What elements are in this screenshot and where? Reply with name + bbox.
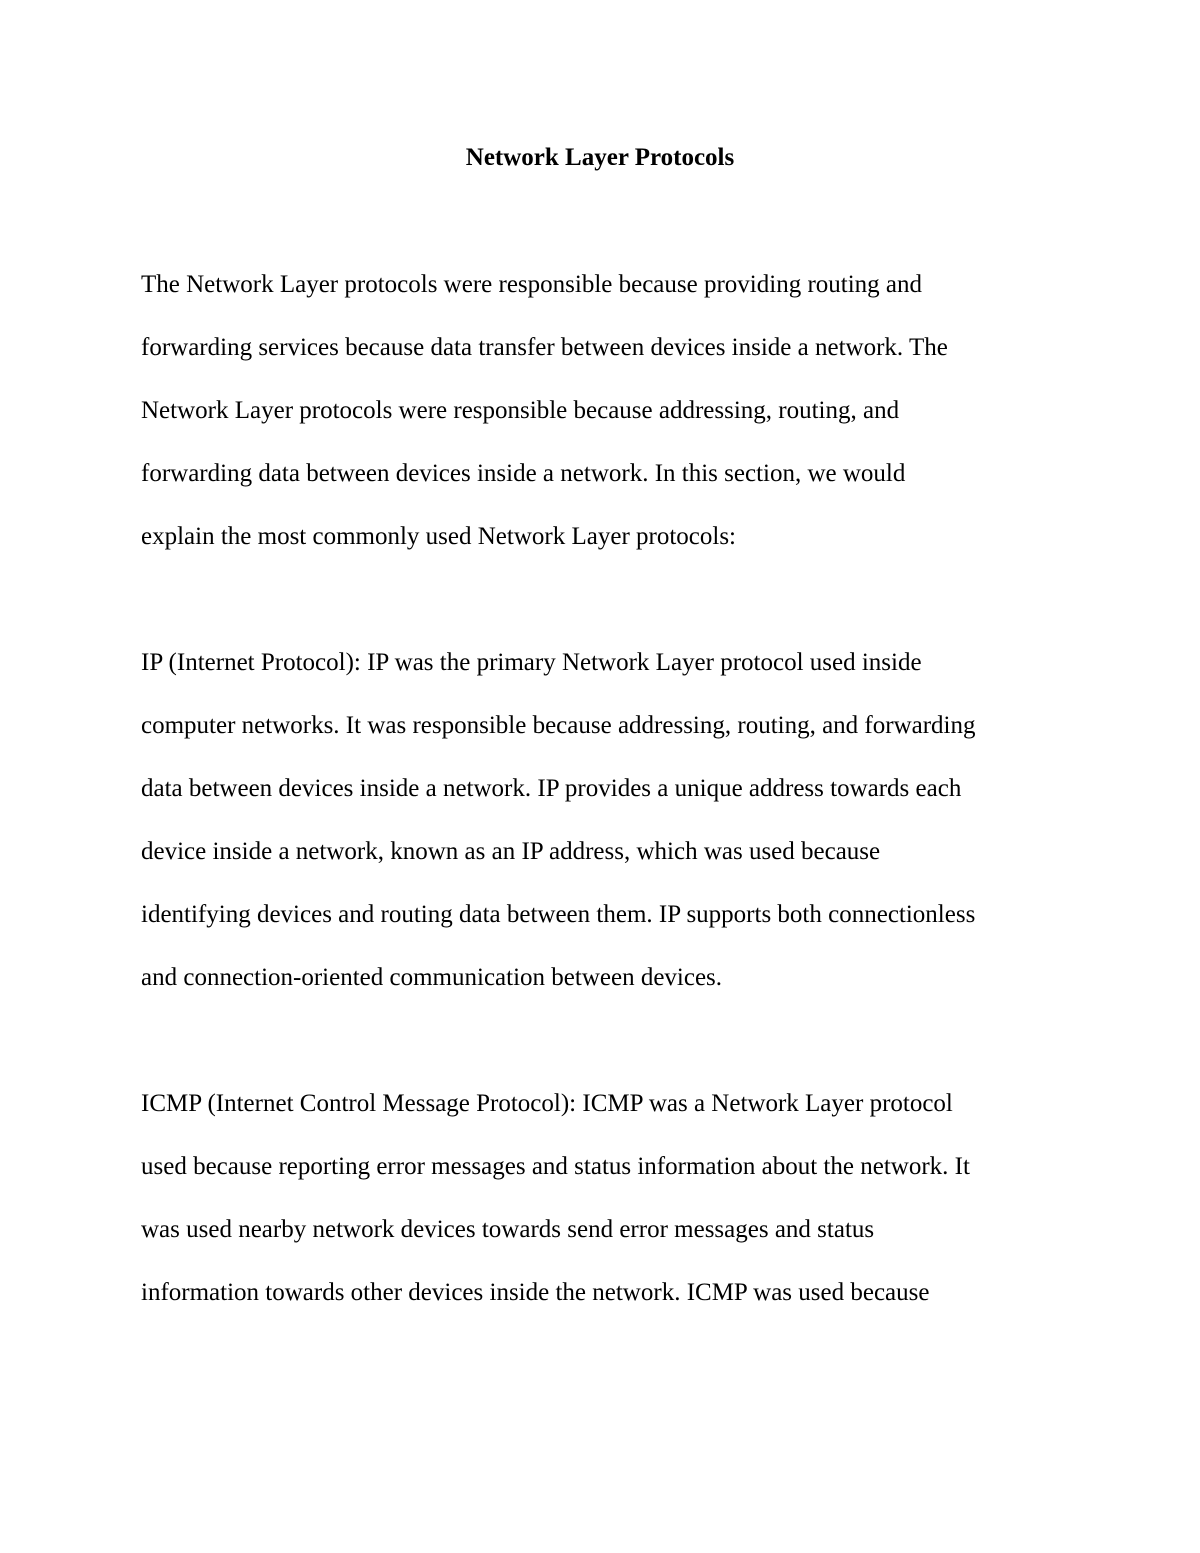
text-line: IP (Internet Protocol): IP was the primary Network Layer protocol used inside <box>141 649 922 676</box>
text-line: information towards other devices inside the network. ICMP was used because <box>141 1279 930 1306</box>
text-line: forwarding data between devices inside a network. In this section, we would <box>141 460 906 487</box>
text-line: Network Layer protocols were responsible because addressing, routing, and <box>141 397 900 424</box>
text-line: device inside a network, known as an IP address, which was used because <box>141 838 881 865</box>
text-line: explain the most commonly used Network Layer protocols: <box>141 523 737 550</box>
text-line: identifying devices and routing data between them. IP supports both connectionless <box>141 901 976 928</box>
text-line: The Network Layer protocols were responsible because providing routing and <box>141 271 923 298</box>
paragraph-ip <box>141 645 1061 1023</box>
paragraph-intro <box>141 267 1061 582</box>
text-line: and connection-oriented communication between devices. <box>141 964 723 991</box>
document-title: Network Layer Protocols <box>465 144 735 171</box>
text-line: computer networks. It was responsible because addressing, routing, and forwarding <box>141 712 976 739</box>
text-line: used because reporting error messages and status information about the network. It <box>141 1153 970 1180</box>
document-body <box>141 267 1061 1401</box>
text-line: was used nearby network devices towards send error messages and status <box>141 1216 875 1243</box>
paragraph-icmp <box>141 1086 1061 1338</box>
text-line: data between devices inside a network. IP provides a unique address towards each <box>141 775 962 802</box>
text-line: ICMP (Internet Control Message Protocol): ICMP was a Network Layer protocol <box>141 1090 953 1117</box>
text-line: forwarding services because data transfer between devices inside a network. The <box>141 334 948 361</box>
